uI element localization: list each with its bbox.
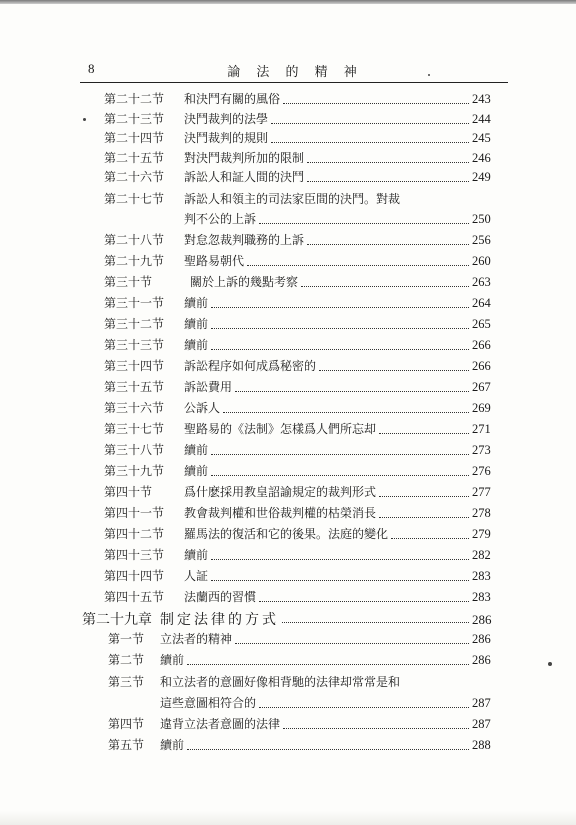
section-number: 第四十二节 [104,527,165,541]
page-ref: 250 [472,212,491,226]
page-ref: 245 [472,131,491,145]
page-ref: 260 [472,254,491,268]
leader-dots [307,154,469,163]
chapter-number: 第二十九章 [82,612,152,628]
page-number: 8 [88,61,95,76]
toc-entry-continuation [184,210,502,230]
section-number: 第二十二节 [104,92,165,106]
section-number: 第三节 [108,675,145,689]
section-title: 訴訟人和証人間的決鬥 [184,170,305,184]
scan-speck [83,118,86,121]
section-title: 續前 [160,738,185,752]
page-ref: 282 [472,548,491,562]
leader-dots [187,741,469,750]
section-title: 法蘭西的習慣 [184,590,257,604]
toc-entry [104,231,502,251]
page-ref: 243 [472,92,491,106]
toc-entry [104,504,502,524]
section-title: 關於上訴的幾點考察 [190,275,299,289]
toc-entry [104,399,502,419]
leader-dots [271,115,469,124]
chapter-entry [82,609,502,629]
toc-entry [104,149,502,169]
section-title: 續前 [184,443,209,457]
leader-dots [211,572,469,581]
leader-dots [259,699,469,708]
toc-entry [104,168,502,188]
section-number: 第三十一节 [104,296,165,310]
page-ref: 265 [472,317,491,331]
leader-dots [283,95,469,104]
page-ref: 256 [472,233,491,247]
toc-entry [104,273,502,293]
scan-top-border [0,0,576,4]
section-number: 第二十八节 [104,233,165,247]
section-title-continued: 這些意圖相符合的 [160,696,257,710]
chapter-title: 制定法律的方式 [160,612,279,628]
leader-dots [391,530,469,539]
page-ref: 266 [472,338,491,352]
page-ref: 267 [472,380,491,394]
section-title: 決鬥裁判的規則 [184,131,269,145]
page-ref: 273 [472,443,491,457]
page-ref: 287 [472,696,491,710]
section-number: 第四十五节 [104,590,165,604]
page-ref: 283 [472,590,491,604]
leader-dots [307,236,469,245]
leader-dots [211,551,469,560]
section-number: 第三十九节 [104,464,165,478]
section-title: 續前 [184,317,209,331]
page-ref: 264 [472,296,491,310]
section-number: 第三十四节 [104,359,165,373]
toc-entry [104,110,502,130]
section-number: 第四十节 [104,485,153,499]
scan-speck [548,662,552,666]
leader-dots [301,278,469,287]
leader-dots [283,720,469,729]
page-ref: 263 [472,275,491,289]
leader-dots [379,425,469,434]
toc-entry [104,294,502,314]
section-title: 違背立法者意圖的法律 [160,717,281,731]
toc-entry [104,190,502,210]
section-number: 第三十节 [104,275,153,289]
scan-bottom-edge [0,811,576,825]
section-number: 第三十二节 [104,317,165,331]
section-number: 第四十一节 [104,506,165,520]
toc-entry [104,567,502,587]
toc-entry [104,420,502,440]
section-number: 第三十七节 [104,422,165,436]
toc-entry [104,441,502,461]
section-title: 續前 [160,653,185,667]
section-title: 續前 [184,296,209,310]
page-ref: 288 [472,738,491,752]
page-ref: 278 [472,506,491,520]
toc-entry [104,336,502,356]
leader-dots [379,509,469,518]
section-number: 第二十五节 [104,151,165,165]
page-ref: 246 [472,151,491,165]
leader-dots [259,215,469,224]
leader-dots [271,134,469,143]
section-title: 羅馬法的復活和它的後果。法庭的變化 [184,527,389,541]
section-title: 立法者的精神 [160,632,233,646]
section-number: 第三十八节 [104,443,165,457]
toc-entry [104,483,502,503]
section-title: 決鬥裁判的法學 [184,112,269,126]
section-number: 第二十三节 [104,112,165,126]
section-number: 第三十五节 [104,380,165,394]
page-ref: 269 [472,401,491,415]
section-title: 和決鬥有關的風俗 [184,92,281,106]
section-title: 教會裁判權和世俗裁判權的枯榮消長 [184,506,377,520]
section-title: 訴訟費用 [184,380,233,394]
toc-entry [104,252,502,272]
leader-dots [235,383,469,392]
section-title: 公訴人 [184,401,221,415]
leader-dots [247,257,469,266]
page-ref: 244 [472,112,491,126]
section-title: 人証 [184,569,209,583]
toc-entry [104,378,502,398]
leader-dots [282,614,469,623]
leader-dots [211,341,469,350]
page-ref: 286 [472,612,492,627]
page-ref: 279 [472,527,491,541]
section-number: 第一节 [108,632,145,646]
section-number: 第二十四节 [104,131,165,145]
section-number: 第三十三节 [104,338,165,352]
leader-dots [211,299,469,308]
section-number: 第二十九节 [104,254,165,268]
leader-dots [319,362,469,371]
toc-entry [104,525,502,545]
toc-entry-continuation [160,694,502,714]
section-title: 訴訟程序如何成爲秘密的 [184,359,317,373]
section-number: 第三十六节 [104,401,165,415]
toc-entry [108,630,502,650]
leader-dots [379,488,469,497]
page-ref: 277 [472,485,491,499]
page-ref: 249 [472,170,491,184]
toc-entry [104,462,502,482]
leader-dots [307,173,469,182]
section-title-continued: 判不公的上訴 [184,212,257,226]
toc-entry [104,546,502,566]
section-number: 第二节 [108,653,145,667]
page-ref: 286 [472,632,491,646]
section-title: 對決鬥裁判所加的限制 [184,151,305,165]
page-ref: 271 [472,422,491,436]
toc-entry [104,315,502,335]
section-title: 爲什麽採用教皇詔諭規定的裁判形式 [184,485,377,499]
section-title: 和立法者的意圖好像相背馳的法律却常常是和 [160,675,401,689]
page-ref: 287 [472,717,491,731]
section-title: 續前 [184,464,209,478]
leader-dots [211,446,469,455]
section-title: 聖路易朝代 [184,254,245,268]
running-header [80,61,510,79]
section-number: 第四节 [108,717,145,731]
leader-dots [259,593,469,602]
section-number: 第二十六节 [104,170,165,184]
section-title: 聖路易的《法制》怎樣爲人們所忘却 [184,422,377,436]
leader-dots [235,635,469,644]
section-title: 訴訟人和領主的司法家臣間的決鬥。對裁 [184,192,401,206]
leader-dots [187,656,469,665]
leader-dots [211,320,469,329]
page-ref: 266 [472,359,491,373]
section-title: 續前 [184,338,209,352]
header-rule [80,82,508,83]
section-title: 續前 [184,548,209,562]
leader-dots [223,404,469,413]
toc-entry [108,736,502,756]
section-number: 第五节 [108,738,145,752]
section-title: 對怠忽裁判職務的上訴 [184,233,305,247]
toc-entry [108,673,502,693]
page-ref: 276 [472,464,491,478]
toc-entry [104,588,502,608]
leader-dots [211,467,469,476]
page-ref: 283 [472,569,491,583]
toc-entry [104,357,502,377]
section-number: 第四十四节 [104,569,165,583]
book-title: 論 法 的 精 神 [227,65,363,80]
toc-entry [108,651,502,671]
section-number: 第四十三节 [104,548,165,562]
section-number: 第二十七节 [104,192,165,206]
toc-entry [108,715,502,735]
toc-entry [104,129,502,149]
toc-entry [104,90,502,110]
scan-speck [428,74,430,76]
page-ref: 286 [472,653,491,667]
